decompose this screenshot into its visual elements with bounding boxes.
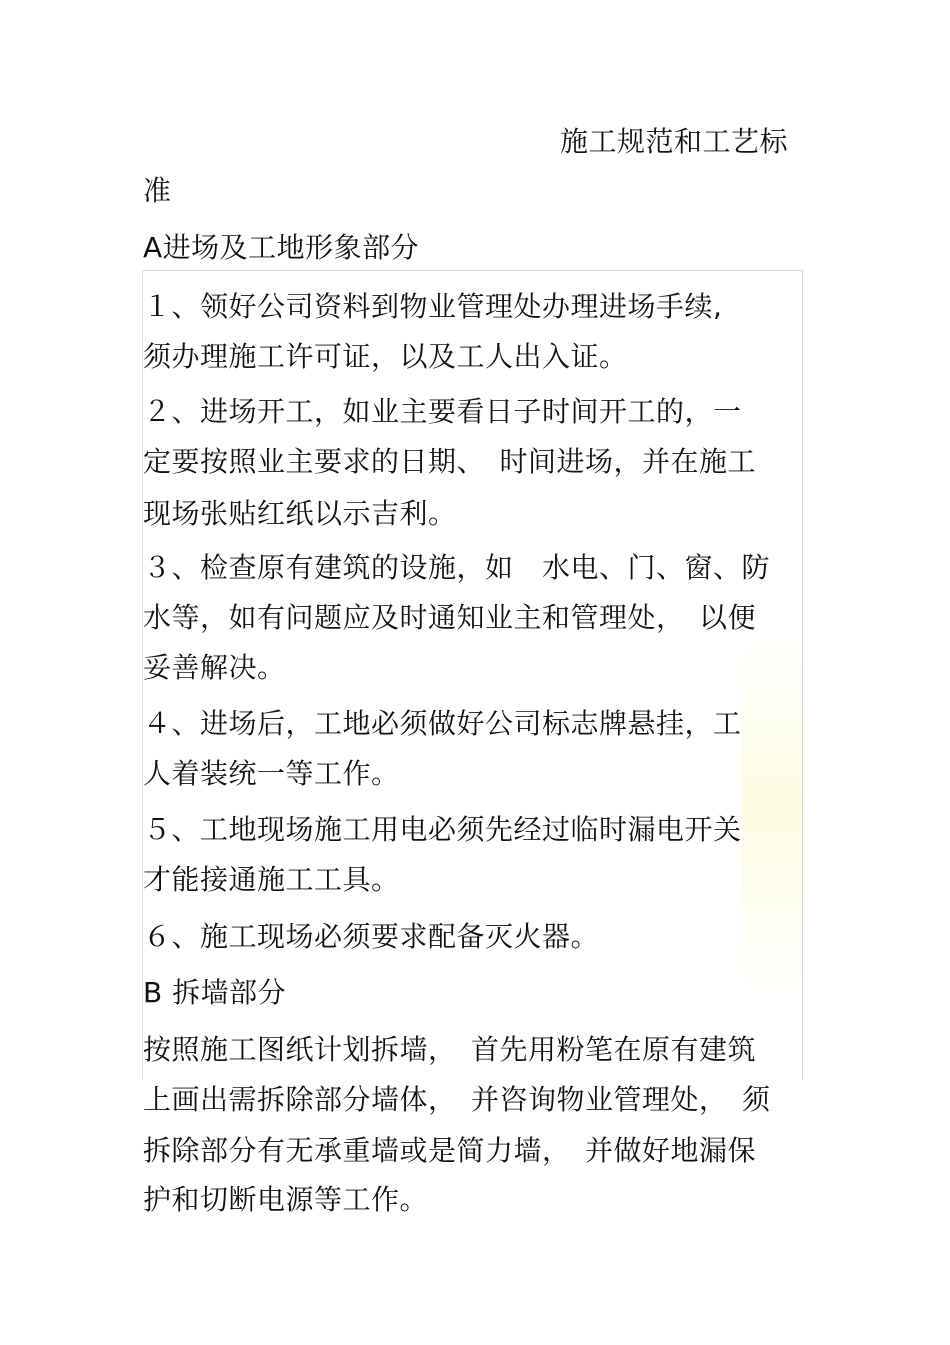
section-b-line-1: 按照施工图纸计划拆墙， 首先用粉笔在原有建筑 [143, 1033, 757, 1066]
item-3-line-3: 妥善解决。 [143, 651, 286, 684]
item-6-line-1: ６、施工现场必须要求配备灭火器。 [143, 920, 600, 953]
page-title-line-1: 施工规范和工艺标 [560, 125, 789, 158]
section-b-line-4: 护和切断电源等工作。 [143, 1183, 429, 1216]
item-2-line-3: 现场张贴红纸以示吉利。 [143, 497, 457, 530]
item-5-line-1: ５、工地现场施工用电必须先经过临时漏电开关 [143, 813, 742, 846]
item-4-line-2: 人着装统一等工作。 [143, 757, 400, 790]
item-1-line-2: 须办理施工许可证，以及工人出入证。 [143, 340, 628, 373]
item-3-line-1: ３、检查原有建筑的设施，如 水电、门、窗、防 [143, 551, 771, 584]
section-b-line-2: 上画出需拆除部分墙体， 并咨询物业管理处， 须 [143, 1083, 771, 1116]
item-4-line-1: ４、进场后，工地必须做好公司标志牌悬挂，工 [143, 707, 742, 740]
item-2-line-2: 定要按照业主要求的日期、 时间进场，并在施工 [143, 445, 757, 478]
section-a-heading: A进场及工地形象部分 [143, 231, 420, 264]
background-wash [742, 640, 802, 1000]
item-3-line-2: 水等，如有问题应及时通知业主和管理处， 以便 [143, 601, 757, 634]
item-1-line-1: １、领好公司资料到物业管理处办理进场手续, [143, 290, 723, 323]
page-title-line-2: 准 [143, 174, 172, 207]
item-2-line-1: ２、进场开工，如业主要看日子时间开工的，一 [143, 395, 742, 428]
section-b-line-3: 拆除部分有无承重墙或是简力墙， 并做好地漏保 [143, 1134, 757, 1167]
item-5-line-2: 才能接通施工工具。 [143, 863, 400, 896]
section-b-heading: B 拆墙部分 [143, 976, 287, 1009]
